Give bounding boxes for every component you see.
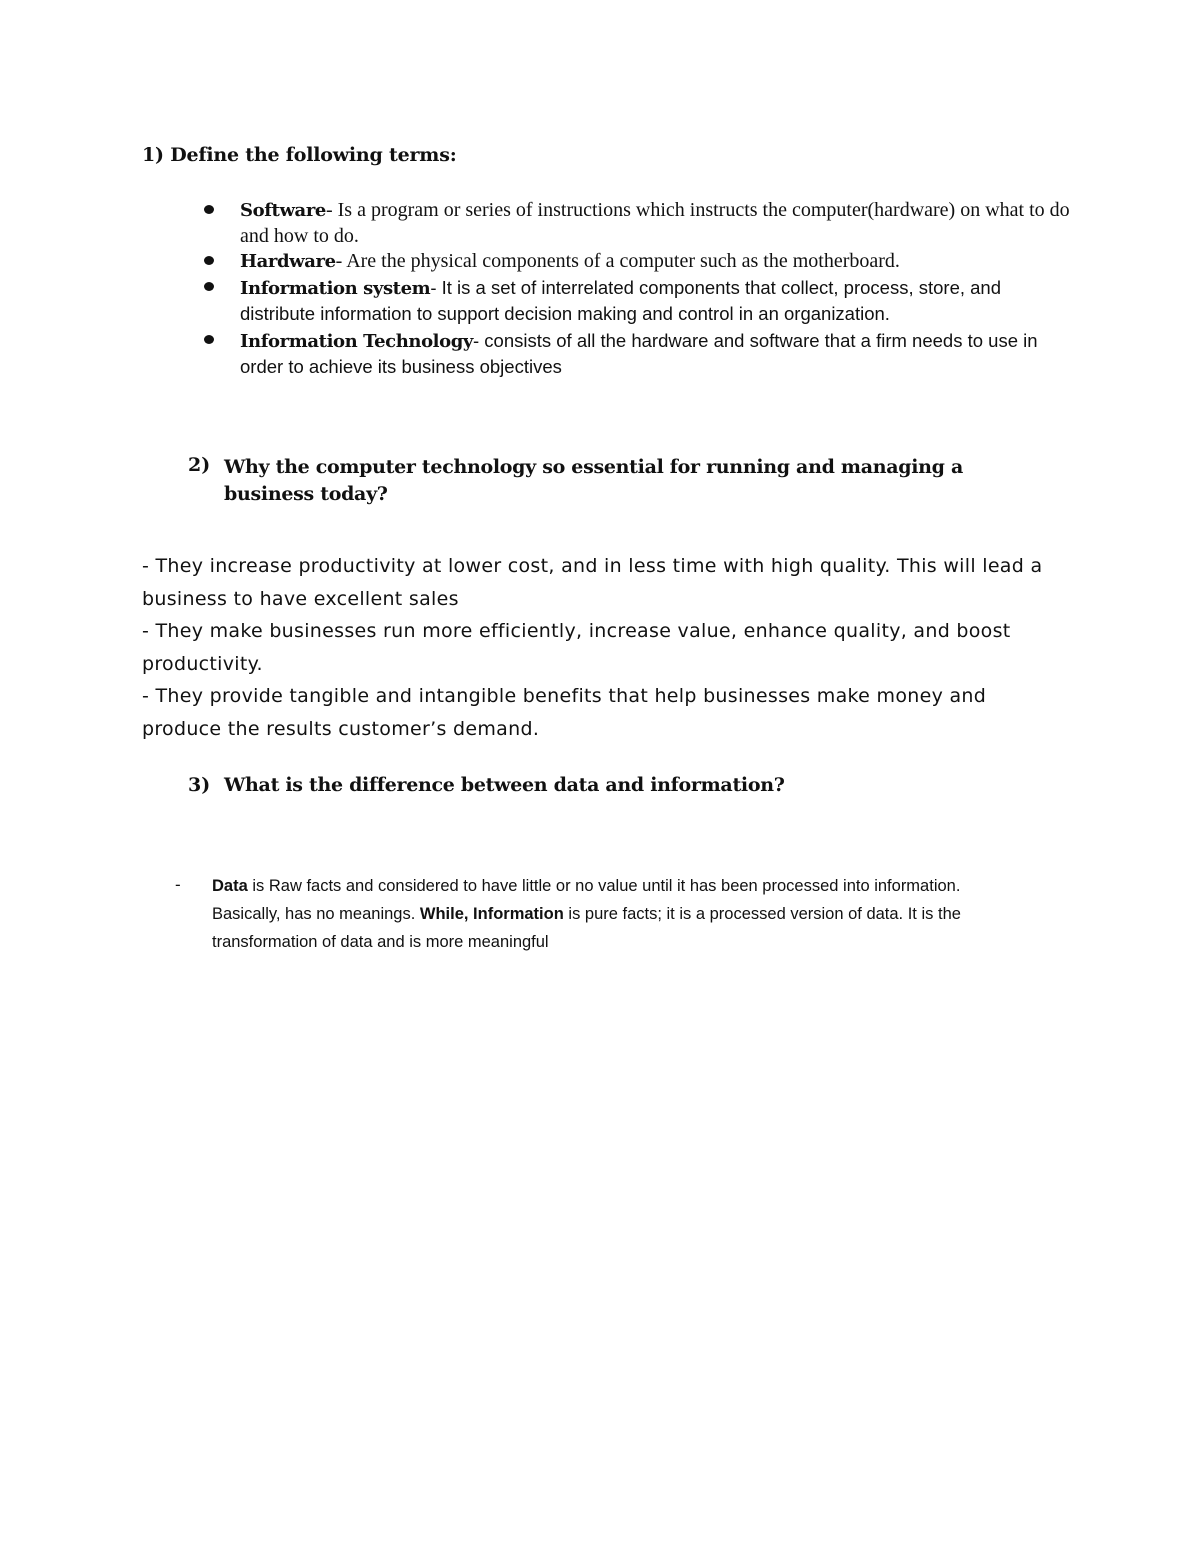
question-3-number: 3) bbox=[188, 774, 211, 796]
definition-information-technology: - consists of all the hardware and software that a firm needs to use in order to achieve its business objectives bbox=[240, 329, 1038, 377]
list-item-software bbox=[240, 198, 1080, 249]
term-information-system: Information system bbox=[240, 277, 431, 299]
while-information-term: While, Information bbox=[419, 905, 564, 923]
list-item-information-system bbox=[240, 275, 1080, 328]
bullet-icon bbox=[204, 282, 214, 291]
term-hardware: Hardware bbox=[240, 251, 336, 272]
definition-information-system: - It is a set of interrelated components that collect, process, store, and distribute information to support decision making and control in an organization. bbox=[240, 276, 1002, 324]
data-term: Data bbox=[212, 877, 248, 895]
question-1-heading: 1) Define the following terms: bbox=[142, 144, 457, 166]
dash-marker: - bbox=[175, 875, 181, 894]
information-definition: is pure facts; it is a processed version of data. It is the transformation of data and is more meaningful bbox=[212, 905, 961, 951]
definition-hardware: - Are the physical components of a computer such as the motherboard. bbox=[335, 250, 900, 272]
list-item-information-technology bbox=[240, 328, 1080, 381]
bullet-icon bbox=[204, 256, 214, 265]
question-3-heading: What is the difference between data and information? bbox=[224, 774, 785, 796]
bullet-icon bbox=[204, 205, 214, 214]
question-2-answers bbox=[142, 550, 1052, 745]
list-item-hardware bbox=[240, 249, 1080, 275]
answer-paragraph: - They provide tangible and intangible benefits that help businesses make money and produce the results customer’s demand. bbox=[142, 685, 987, 740]
data-definition: is Raw facts and considered to have little or no value until it has been processed into information. Basically, has no meanings. bbox=[212, 877, 961, 923]
terms-bullet-list bbox=[240, 198, 1080, 381]
bullet-icon bbox=[204, 335, 214, 344]
question-3-answer bbox=[212, 872, 1012, 956]
term-software: Software bbox=[240, 200, 326, 221]
term-information-technology: Information Technology bbox=[240, 330, 473, 352]
definition-software: - Is a program or series of instructions which instructs the computer(hardware) on what to do and how to do. bbox=[240, 199, 1070, 247]
question-2-number: 2) bbox=[188, 454, 211, 476]
answer-paragraph: - They increase productivity at lower cost, and in less time with high quality. This will lead a business to have excellent sales bbox=[142, 555, 1043, 610]
answer-paragraph: - They make businesses run more efficiently, increase value, enhance quality, and boost productivity. bbox=[142, 620, 1011, 675]
question-2-heading: Why the computer technology so essential for running and managing a business today? bbox=[224, 456, 963, 505]
